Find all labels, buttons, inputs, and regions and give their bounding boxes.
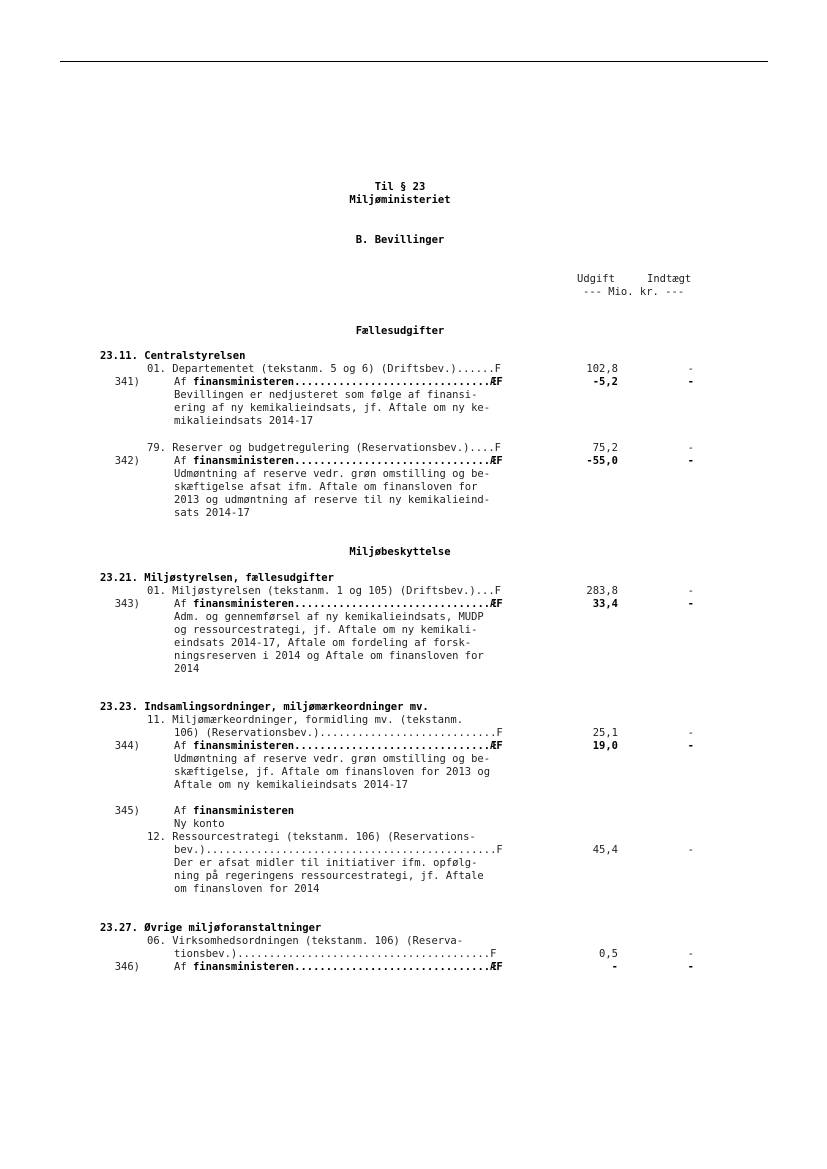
af-line-346 [174,961,503,974]
af-prefix: Af [174,455,193,467]
note-341-line-2: ering af ny kemikalieindsats, jf. Aftale om ny ke- [174,402,491,414]
note-12-line-1: Der er afsat midler til initiativer ifm. opfølg- [174,857,478,869]
line-2321-01: 01. Miljøstyrelsen (tekstanm. 1 og 105) (Driftsbev.)...F [147,585,502,597]
af-line-345 [174,805,294,818]
amount-346-udgift: - [611,961,618,973]
af-prefix: Af [174,740,193,752]
amount-344-udgift: 19,0 [592,740,618,752]
af-prefix: Af [174,961,193,973]
amount-2323-12-indtaegt: - [687,844,694,856]
line-2323-12b: bev.)..............................................F [174,844,503,856]
account-2311-heading: 23.11. Centralstyrelsen [100,350,246,362]
line-2327-06b: tionsbev.)........................................F [174,948,497,960]
af-line-343 [174,598,503,611]
af-prefix: Af [174,805,193,817]
note-343-line-2: og ressourcestrategi, jf. Aftale om ny kemikali- [174,624,478,636]
leader-dots: ...............................ÆF [294,376,503,388]
top-rule [60,61,768,62]
section-heading: B. Bevillinger [355,234,445,246]
line-2311-01: 01. Departementet (tekstanm. 5 og 6) (Driftsbev.)......F [147,363,502,375]
account-2327-heading: 23.27. Øvrige miljøforanstaltninger [100,922,322,934]
ref-342: 342) [114,455,140,467]
leader-dots: ...............................ÆF [294,598,503,610]
amount-2327-06-udgift: 0,5 [599,948,618,960]
group-faelles: Fællesudgifter [355,325,445,337]
note-341-line-3: mikalieindsats 2014-17 [174,415,314,427]
note-341-line-1: Bevillingen er nedjusteret som følge af finansi- [174,389,478,401]
note-342-line-3: 2013 og udmøntning af reserve til ny kemikalieind- [174,494,491,506]
note-345: Ny konto [174,818,225,830]
col-udgift: Udgift [577,273,615,285]
amount-2311-79-udgift: 75,2 [592,442,618,454]
amount-342-udgift: -55,0 [586,455,618,467]
note-343-line-5: 2014 [174,663,200,675]
ref-343: 343) [114,598,140,610]
leader-dots: ...............................ÆF [294,455,503,467]
amount-2311-01-udgift: 102,8 [586,363,618,375]
note-342-line-1: Udmøntning af reserve vedr. grøn omstilling og be- [174,468,491,480]
finansministeren-label: finansministeren [192,740,295,752]
ref-344: 344) [114,740,140,752]
ref-345: 345) [114,805,140,817]
amount-2323-11-indtaegt: - [687,727,694,739]
line-2323-11a: 11. Miljømærkeordninger, formidling mv. (tekstanm. [147,714,464,726]
note-343-line-3: eindsats 2014-17, Aftale om fordeling af forsk- [174,637,472,649]
leader-dots: ...............................ÆF [294,961,503,973]
til-heading: Til § 23 [374,181,426,193]
amount-346-indtaegt: - [687,961,694,973]
finansministeren-label: finansministeren [192,376,295,388]
amount-344-indtaegt: - [687,740,694,752]
note-342-line-2: skæftigelse afsat ifm. Aftale om finansloven for [174,481,478,493]
col-unit: --- Mio. kr. --- [583,286,685,298]
ref-346: 346) [114,961,140,973]
finansministeren-label: finansministeren [192,961,295,973]
finansministeren-label: finansministeren [192,455,295,467]
leader-dots: ...............................ÆF [294,740,503,752]
line-2323-12a: 12. Ressourcestrategi (tekstanm. 106) (Reservations- [147,831,476,843]
note-344-line-1: Udmøntning af reserve vedr. grøn omstilling og be- [174,753,491,765]
amount-341-indtaegt: - [687,376,694,388]
line-2323-11b: 106) (Reservationsbev.)............................F [174,727,503,739]
amount-343-udgift: 33,4 [592,598,618,610]
amount-2323-12-udgift: 45,4 [592,844,618,856]
amount-2311-01-indtaegt: - [687,363,694,375]
note-12-line-3: om finansloven for 2014 [174,883,320,895]
af-line-342 [174,455,503,468]
line-2327-06a: 06. Virksomhedsordningen (tekstanm. 106) (Reserva- [147,935,464,947]
note-12-line-2: ning på regeringens ressourcestrategi, jf. Aftale [174,870,484,882]
ministry-heading: Miljøministeriet [349,194,451,206]
amount-2321-01-indtaegt: - [687,585,694,597]
amount-341-udgift: -5,2 [592,376,618,388]
amount-2321-01-udgift: 283,8 [586,585,618,597]
amount-342-indtaegt: - [687,455,694,467]
note-344-line-3: Aftale om ny kemikalieindsats 2014-17 [174,779,408,791]
amount-2323-11-udgift: 25,1 [592,727,618,739]
amount-2327-06-indtaegt: - [687,948,694,960]
finansministeren-label: finansministeren [192,598,295,610]
af-line-344 [174,740,503,753]
account-2321-heading: 23.21. Miljøstyrelsen, fællesudgifter [100,572,334,584]
col-indtaegt: Indtægt [647,273,692,285]
af-prefix: Af [174,598,193,610]
ref-341: 341) [114,376,140,388]
note-343-line-4: ningsreserven i 2014 og Aftale om finansloven for [174,650,484,662]
note-343-line-1: Adm. og gennemførsel af ny kemikalieindsats, MUDP [174,611,484,623]
finansministeren-label: finansministeren [192,805,295,817]
note-342-line-4: sats 2014-17 [174,507,250,519]
af-prefix: Af [174,376,193,388]
account-2323-heading: 23.23. Indsamlingsordninger, miljømærkeordninger mv. [100,701,429,713]
amount-2311-79-indtaegt: - [687,442,694,454]
line-2311-79: 79. Reserver og budgetregulering (Reservationsbev.)....F [147,442,502,454]
af-line-341 [174,376,503,389]
amount-343-indtaegt: - [687,598,694,610]
note-344-line-2: skæftigelse, jf. Aftale om finansloven for 2013 og [174,766,491,778]
group-miljobeskyttelse: Miljøbeskyttelse [349,546,451,558]
